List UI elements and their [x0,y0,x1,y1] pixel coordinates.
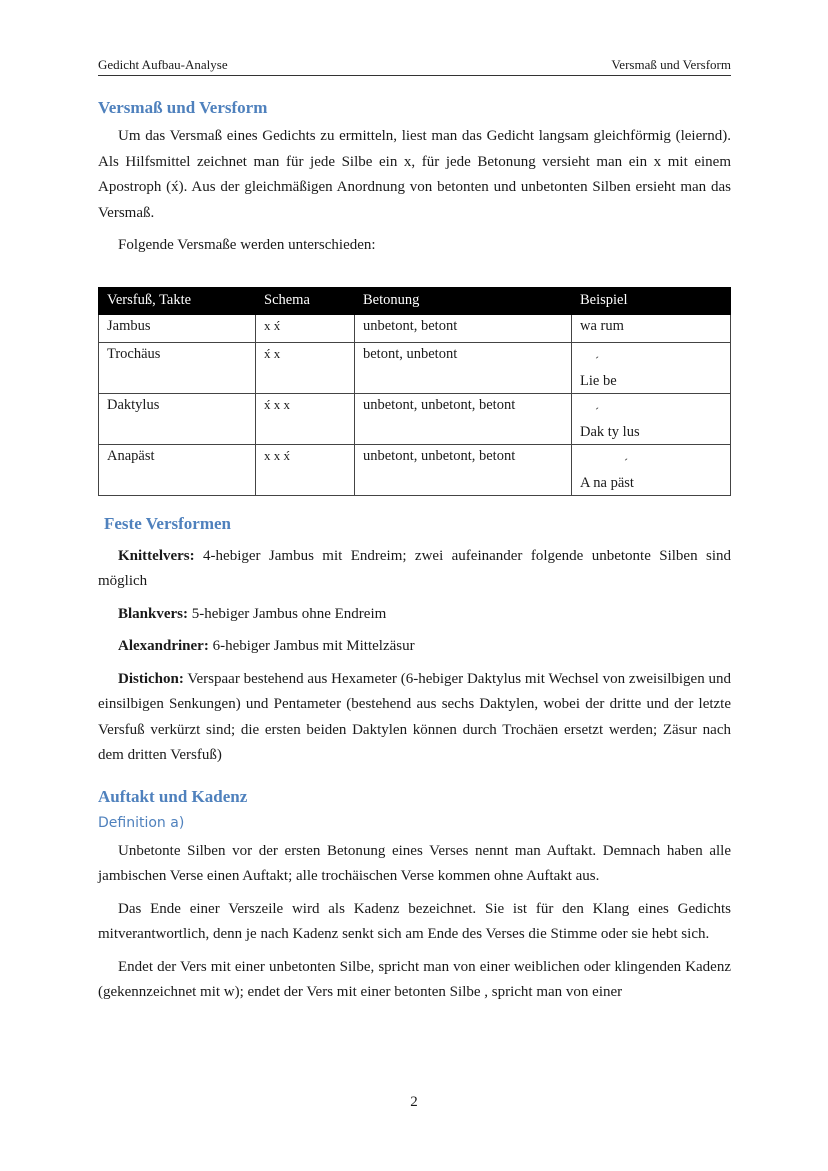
table-row [99,314,731,342]
cell-betonung: unbetont, unbetont, betont [355,393,572,444]
paragraph-auftakt: Unbetonte Silben vor der ersten Betonung eines Verses nennt man Auftakt. Demnach haben alle jambischen Verse einen Auftakt; alle trochäischen Verse kommen ohne Auftakt aus. [98,842,731,884]
header-right: Versmaß und Versform [611,57,731,72]
cell-beispiel: wa rum [572,314,731,342]
cell-schema: x́ x [256,342,355,393]
beispiel-text: Lie be [580,372,617,389]
term-description: 6-hebiger Jambus mit Mittelzäsur [208,638,415,654]
stress-accent-mark: ´ [624,455,628,470]
cell-betonung: unbetont, betont [355,314,572,342]
table-row [99,342,731,393]
column-header-versfuss: Versfuß, Takte [99,287,256,314]
definition-distichon [98,667,731,769]
term-label: Alexandriner: [118,638,209,654]
term-description: Verspaar bestehend aus Hexameter (6-hebiger Daktylus mit Wechsel von zweisilbigen und einsilbigen Senkungen) und Pentameter (bestehend aus sechs Daktylen, wobei der dritte und der letzte Versfuß verkürzt sind; die ersten beiden Daktylen können durch Trochäen ersetzt werden; Zäsur nach dem dritten Versfuß) [98,670,731,763]
paragraph-versmass-intro: Um das Versmaß eines Gedichts zu ermitteln, liest man das Gedicht langsam gleichförmig (leiernd). Als Hilfsmittel zeichnet man für jede Silbe ein x, für jede Betonung versieht man ein x mit einem Apostroph (x́). Aus der gleichmäßigen Anordnung von betonten und unbetonten Silben ersieht man das Versmaß. [98,128,731,221]
section-title-auftakt-kadenz: Auftakt und Kadenz [98,786,248,806]
cell-betonung: betont, unbetont [355,342,572,393]
cell-beispiel [572,393,731,444]
term-description: 5-hebiger Jambus ohne Endreim [188,605,387,622]
subsection-title-definition: Definition a) [98,814,185,831]
cell-schema: x x́ [256,314,355,342]
cell-beispiel [572,342,731,393]
section-title-versmass: Versmaß und Versform [98,98,268,117]
running-header [98,57,731,76]
table-row [99,393,731,444]
header-left: Gedicht Aufbau-Analyse [98,57,228,72]
definition-knittelvers [98,544,731,595]
table-header-row [99,287,731,314]
cell-versfuss: Daktylus [99,393,256,444]
definition-alexandriner [98,634,731,660]
stress-accent-mark: ´ [595,404,599,419]
table-row [99,444,731,495]
term-label: Distichon: [118,670,184,687]
cell-versfuss: Trochäus [99,342,256,393]
cell-betonung: unbetont, unbetont, betont [355,444,572,495]
column-header-beispiel: Beispiel [572,287,731,314]
page-content [98,96,731,1006]
cell-versfuss: Anapäst [99,444,256,495]
paragraph-kadenz: Das Ende einer Verszeile wird als Kadenz bezeichnet. Sie ist für den Klang eines Gedichts mitverantwortlich, denn je nach Kadenz senkt sich am Ende des Verses die Stimme oder sie hebt sich. [98,900,731,942]
cell-beispiel [572,444,731,495]
stress-accent-mark: ´ [595,353,599,368]
beispiel-text: A na päst [580,474,634,491]
term-description: 4-hebiger Jambus mit Endreim; zwei aufeinander folgende unbetonte Silben sind möglich [98,547,731,589]
page-number: 2 [410,1094,418,1110]
paragraph-versmasse-list-intro: Folgende Versmaße werden unterschieden: [118,237,376,253]
column-header-schema: Schema [256,287,355,314]
paragraph-kadenz-types: Endet der Vers mit einer unbetonten Silbe, spricht man von einer weiblichen oder klingenden Kadenz (gekennzeichnet mit w); endet der Vers mit einer betonten Silbe , spricht man von einer [98,958,731,1000]
versmass-table [98,287,731,496]
section-title-feste-versformen: Feste Versformen [104,513,231,533]
cell-schema: x x x́ [256,444,355,495]
term-label: Blankvers: [118,605,189,622]
term-label: Knittelvers: [118,547,195,564]
definition-blankvers [98,602,731,628]
cell-schema: x́ x x [256,393,355,444]
beispiel-text: Dak ty lus [580,423,640,440]
cell-versfuss: Jambus [99,314,256,342]
column-header-betonung: Betonung [355,287,572,314]
